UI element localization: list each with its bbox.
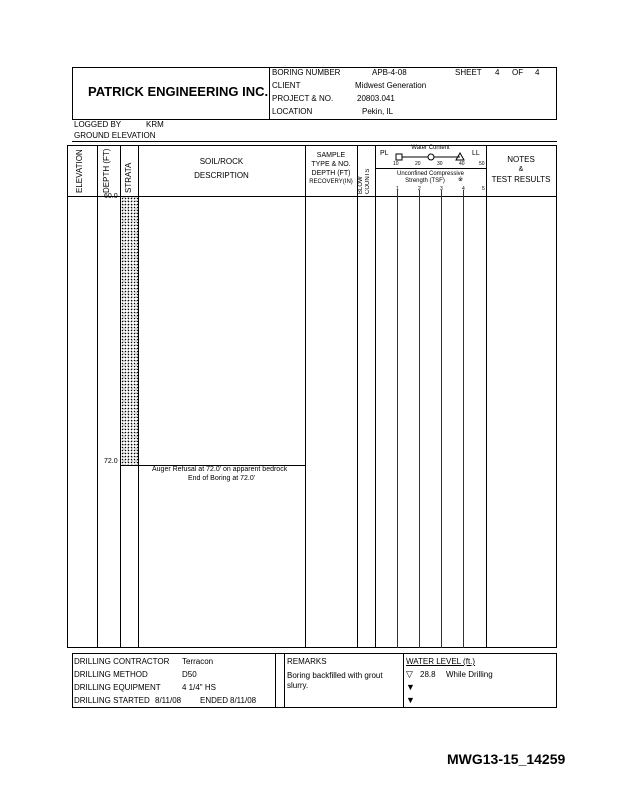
sheet-number: 4 — [495, 68, 500, 77]
col-sample-divider — [357, 145, 358, 648]
equipment-value: 4 1/4" HS — [182, 683, 216, 692]
footer-divider-1 — [275, 653, 276, 708]
ended-value: 8/11/08 — [230, 696, 257, 705]
col-graph-divider — [486, 145, 487, 648]
sheet-label: SHEET — [455, 68, 482, 77]
location-label: LOCATION — [272, 107, 313, 116]
sheet-total: 4 — [535, 68, 540, 77]
wc-tick-4: 40 — [459, 161, 465, 167]
sample-header-4: RECOVERY(IN) — [309, 179, 353, 185]
sample-header-2: TYPE & NO. — [311, 161, 351, 168]
header-left-rule — [72, 67, 73, 119]
sample-header-3: DEPTH (FT) — [311, 170, 351, 177]
contractor-label: DRILLING CONTRACTOR — [74, 657, 170, 666]
ground-elevation-label: GROUND ELEVATION — [74, 131, 156, 140]
ucs-tick-1: 1 — [396, 186, 399, 192]
blow-header-2: COUNTS — [365, 168, 371, 194]
table-header-rule — [67, 196, 557, 197]
boring-number: APB-4-08 — [372, 68, 407, 77]
ucs-tick-3: 3 — [440, 186, 443, 192]
ucs-tick-5: 5 — [482, 186, 485, 192]
graph-grid-1 — [397, 190, 398, 648]
graph-grid-4 — [463, 190, 464, 648]
graph-grid-3 — [441, 190, 442, 648]
remarks-label: REMARKS — [287, 657, 327, 666]
water-level-end-icon: ▼ — [406, 682, 415, 692]
document-id: MWG13-15_14259 — [447, 751, 566, 767]
ground-elev-rule — [72, 141, 557, 142]
project-value: 20803.041 — [357, 94, 395, 103]
ucs-tick-2: 2 — [418, 186, 421, 192]
sample-header-1: SAMPLE — [316, 152, 346, 159]
pl-label: PL — [380, 150, 389, 157]
col-elevation-divider — [97, 145, 98, 648]
sheet-of: OF — [512, 68, 524, 77]
depth-header: DEPTH (FT) — [102, 148, 111, 193]
ucs-label-1: Unconfined Compressive — [396, 171, 465, 177]
header-divider — [269, 67, 270, 119]
header-right-rule — [556, 67, 557, 119]
ucs-label-2: Strength (TSF) — [405, 178, 445, 184]
client-label: CLIENT — [272, 81, 301, 90]
ucs-tick-4: 4 — [462, 186, 465, 192]
strata-header: STRATA — [124, 162, 133, 193]
logged-by-value: KRM — [146, 120, 164, 129]
depth-bottom-label: 72.0 — [104, 458, 118, 465]
water-level-while-drilling-icon: ▽ — [406, 669, 413, 679]
method-label: DRILLING METHOD — [74, 670, 148, 679]
water-level-note: While Drilling — [446, 670, 493, 679]
graph-header-rule — [375, 168, 486, 169]
started-value: 8/11/08 — [155, 696, 182, 705]
col-description-divider — [305, 145, 306, 648]
equipment-label: DRILLING EQUIPMENT — [74, 683, 161, 692]
wc-tick-5: 50 — [479, 161, 485, 167]
table-left-rule — [67, 145, 68, 648]
elevation-header: ELEVATION — [75, 149, 84, 193]
description-header-1: SOIL/ROCK — [199, 157, 244, 166]
footer-left-rule — [72, 653, 73, 708]
method-value: D50 — [182, 670, 197, 679]
notes-header-2: & — [518, 166, 524, 173]
water-level-after-icon: ▼ — [406, 695, 415, 705]
contractor-value: Terracon — [182, 657, 214, 666]
footer-bottom-rule — [72, 707, 557, 708]
ll-label: LL — [472, 150, 480, 157]
col-blow-divider — [375, 145, 376, 648]
project-label: PROJECT & NO. — [272, 94, 334, 103]
water-level-label: WATER LEVEL (ft.) — [406, 657, 476, 666]
client-value: Midwest Generation — [355, 81, 427, 90]
footer-top-rule — [72, 653, 557, 654]
refusal-note: Auger Refusal at 72.0' on apparent bedrock — [152, 466, 288, 473]
footer-right-rule — [556, 653, 557, 708]
strata-hatch-pattern — [121, 197, 138, 465]
wc-tick-2: 20 — [415, 161, 421, 167]
location-value: Pekin, IL — [362, 107, 394, 116]
notes-header-3: TEST RESULTS — [491, 175, 551, 184]
boring-number-label: BORING NUMBER — [272, 68, 341, 77]
logged-by-label: LOGGED BY — [74, 120, 122, 129]
water-content-label: Water Content — [411, 145, 450, 151]
remarks-text: Boring backfilled with grout slurry. — [287, 671, 383, 690]
wc-tick-3: 30 — [437, 161, 443, 167]
table-bottom-rule — [67, 647, 557, 648]
graph-grid-2 — [419, 190, 420, 648]
water-level-divider — [403, 653, 404, 708]
end-of-boring-note: End of Boring at 72.0' — [188, 475, 256, 482]
started-label: DRILLING STARTED — [74, 696, 150, 705]
col-strata-divider — [138, 145, 139, 648]
description-header-2: DESCRIPTION — [194, 171, 249, 180]
ucs-mark-icon: ※ — [458, 177, 464, 183]
wc-tick-1: 10 — [393, 161, 399, 167]
blow-header-1: BLOW — [358, 176, 364, 194]
company-name: PATRICK ENGINEERING INC. — [88, 84, 269, 99]
water-level-value: 28.8 — [420, 670, 436, 679]
depth-top-label: 60.0 — [104, 193, 118, 200]
notes-header-1: NOTES — [507, 155, 535, 164]
ended-label: ENDED — [200, 696, 229, 705]
header-bottom-rule — [72, 119, 557, 120]
footer-divider-2 — [284, 653, 285, 708]
table-right-rule — [556, 145, 557, 648]
